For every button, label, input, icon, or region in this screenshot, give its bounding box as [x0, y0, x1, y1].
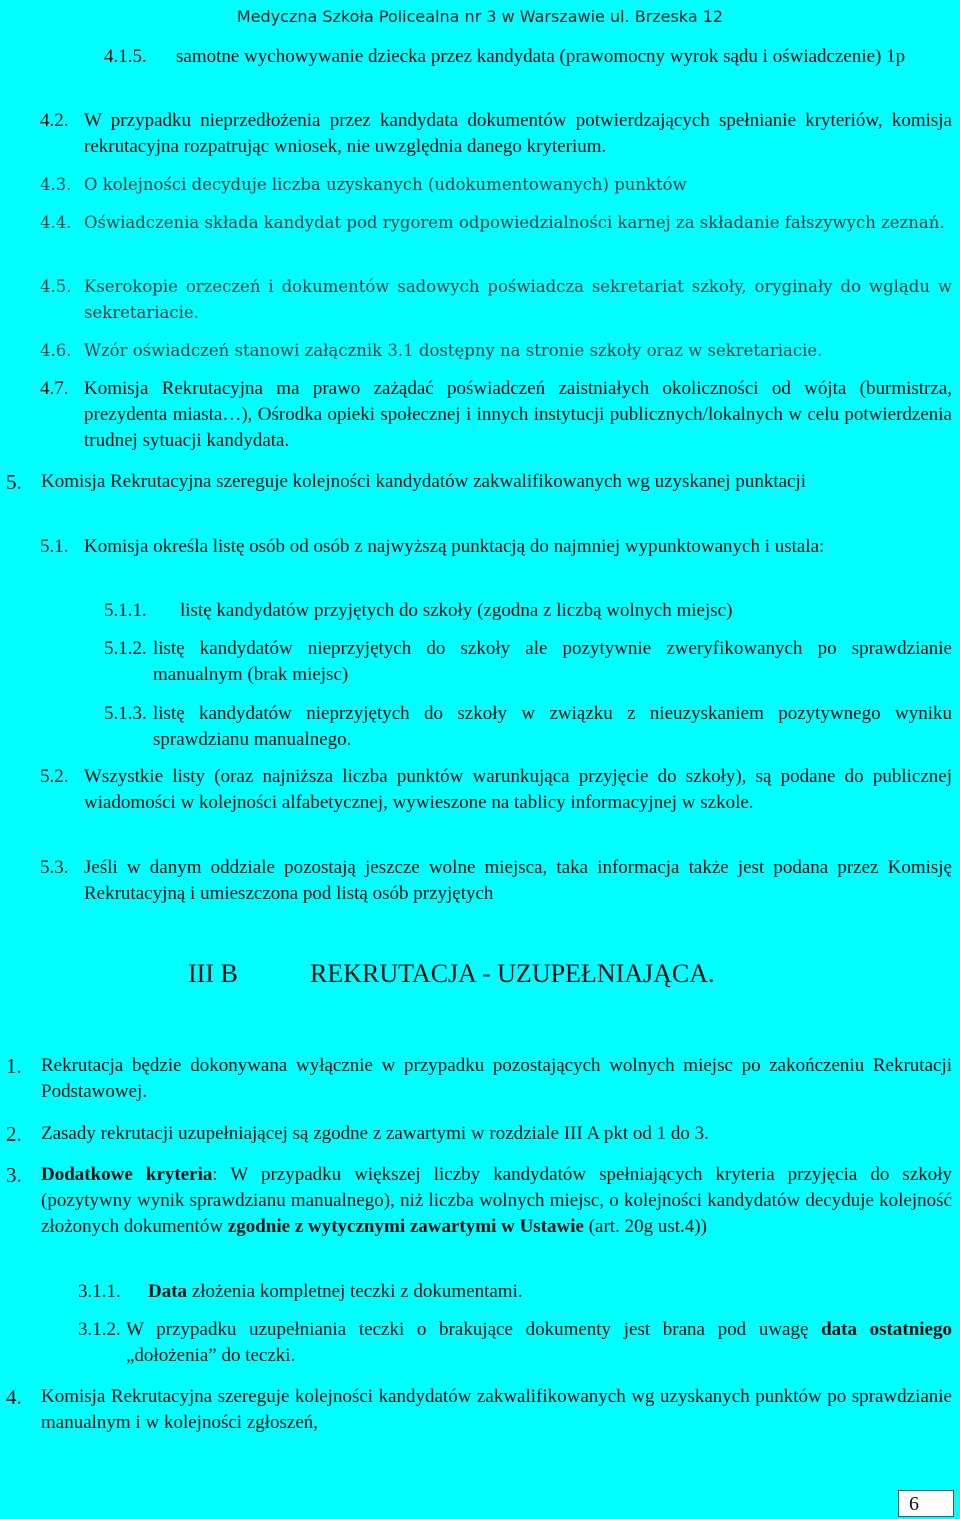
item-text: Komisja określa listę osób od osób z najwyższą punktacją do najmniej wypunktowanych i ustala:	[84, 536, 825, 557]
item-text: Kserokopie orzeczeń i dokumentów sadowych poświadcza sekretariat szkoły, oryginały do wglądu w sekretariacie.	[84, 277, 952, 322]
item-5-1-2	[104, 636, 952, 688]
item-text: Komisja Rekrutacyjna szereguje kolejności kandydatów zakwalifikowanych wg uzyskanych punktów po sprawdzianie manualnym i w kolejności zgłoszeń,	[41, 1386, 952, 1433]
item-number: 4.2.	[40, 110, 69, 131]
item-number: 1.	[6, 1054, 22, 1078]
item-4-2	[40, 108, 952, 160]
text-run: złożenia kompletnej teczki z dokumentami.	[187, 1281, 523, 1302]
item-4-4	[40, 210, 952, 236]
text-run: „dołożenia” do teczki.	[126, 1345, 296, 1366]
item-number: 3.	[6, 1163, 22, 1187]
bold-phrase: data ostatniego	[821, 1319, 952, 1340]
item-number: 4.7.	[40, 378, 69, 399]
item-text: W przypadku nieprzedłożenia przez kandydata dokumentów potwierdzających spełnianie kryteriów, komisja rekrutacyjna rozpatrując wniosek, nie uwzględnia danego kryterium.	[84, 110, 952, 157]
item-b2	[6, 1121, 952, 1147]
item-5-1-1	[104, 598, 952, 624]
bold-phrase: Dodatkowe kryteria	[41, 1164, 213, 1185]
item-number: 2.	[6, 1122, 22, 1146]
item-text: Wzór oświadczeń stanowi załącznik 3.1 dostępny na stronie szkoły oraz w sekretariacie.	[84, 341, 823, 360]
bold-phrase: zgodnie z wytycznymi zawartymi w Ustawie	[227, 1216, 584, 1237]
item-text: Rekrutacja będzie dokonywana wyłącznie w przypadku pozostających wolnych miejsc po zakończeniu Rekrutacji Podstawowej.	[41, 1055, 952, 1102]
item-text: samotne wychowywanie dziecka przez kandydata (prawomocny wyrok sądu i oświadczenie) 1p	[176, 46, 906, 67]
item-number: 4.4.	[40, 213, 72, 232]
section-label: III B	[188, 959, 238, 988]
item-text: Jeśli w danym oddziale pozostają jeszcze wolne miejsca, taka informacja także jest podana przez Komisję Rekrutacyjną i umieszczona pod listą osób przyjętych	[84, 857, 952, 904]
page-number: 6	[898, 1490, 954, 1517]
bold-phrase: Data	[148, 1281, 188, 1302]
item-4-6	[40, 338, 952, 364]
item-text: O kolejności decyduje liczba uzyskanych (udokumentowanych) punktów	[84, 175, 687, 194]
item-number: 4.3.	[40, 175, 72, 194]
text-run: (art. 20g ust.4))	[583, 1216, 707, 1237]
item-b1	[6, 1053, 952, 1105]
text-run: W przypadku uzupełniania teczki o brakujące dokumenty jest brana pod uwagę	[126, 1319, 822, 1340]
item-5-1-3	[104, 701, 952, 753]
item-text	[41, 1162, 952, 1240]
item-number: 5.2.	[40, 766, 69, 787]
item-number: 4.	[6, 1385, 22, 1409]
section-heading	[188, 958, 715, 990]
item-text: Komisja Rekrutacyjna ma prawo zażądać poświadczeń zaistniałych okoliczności od wójta (burmistrza, prezydenta miasta…), Ośrodka opieki społecznej i innych instytucji publicznych/lokalnych w celu potwierdzenia trudnej sytuacji kandydata.	[84, 378, 952, 451]
section-title: REKRUTACJA - UZUPEŁNIAJĄCA.	[310, 959, 715, 988]
text-run: : W przypadku większej liczby kandydatów spełniających kryteria przyjęcia do szkoły (pozytywny wynik sprawdzianu manualnego), niż liczba wolnych miejsc, o kolejności kandydatów decyduje kolejność złożonych dokumentów	[41, 1164, 952, 1237]
item-b4	[6, 1384, 952, 1436]
item-text: Komisja Rekrutacyjna szereguje kolejności kandydatów zakwalifikowanych wg uzyskanej punktacji	[41, 471, 807, 492]
item-4-1-5	[104, 44, 952, 70]
item-5-3	[40, 855, 952, 907]
item-number: 5.1.1.	[104, 600, 147, 621]
item-number: 3.1.1.	[78, 1281, 121, 1302]
page-header: Medyczna Szkoła Policealna nr 3 w Warszawie ul. Brzeska 12	[236, 7, 724, 26]
item-text: listę kandydatów nieprzyjętych do szkoły w związku z nieuzyskaniem pozytywnego wyniku sprawdzianu manualnego.	[153, 703, 952, 750]
item-b3	[6, 1162, 952, 1240]
item-text: Wszystkie listy (oraz najniższa liczba punktów warunkująca przyjęcie do szkoły), są podane do publicznej wiadomości w kolejności alfabetycznej, wywieszone na tablicy informacyjnej w szkole.	[84, 766, 952, 813]
item-5-2	[40, 764, 952, 816]
item-number: 4.1.5.	[104, 46, 147, 67]
item-text: Zasady rekrutacji uzupełniającej są zgodne z zawartymi w rozdziale III A pkt od 1 do 3.	[41, 1123, 709, 1144]
item-4-3	[40, 172, 952, 198]
item-number: 5.1.3.	[104, 703, 147, 724]
item-text	[148, 1279, 952, 1305]
item-number: 5.1.	[40, 536, 69, 557]
item-text	[126, 1317, 952, 1369]
item-b3-1-1	[78, 1279, 952, 1305]
item-text: listę kandydatów nieprzyjętych do szkoły ale pozytywnie zweryfikowanych po sprawdzianie manualnym (brak miejsc)	[153, 638, 952, 685]
item-text: listę kandydatów przyjętych do szkoły (zgodna z liczbą wolnych miejsc)	[180, 600, 733, 621]
item-number: 3.1.2.	[78, 1319, 121, 1340]
item-4-7	[40, 376, 952, 454]
item-5-1	[40, 534, 952, 560]
item-number: 5.1.2.	[104, 638, 147, 659]
item-text: Oświadczenia składa kandydat pod rygorem odpowiedzialności karnej za składanie fałszywych zeznań.	[84, 213, 945, 232]
item-5	[6, 469, 952, 495]
item-number: 5.3.	[40, 857, 69, 878]
item-number: 5.	[6, 470, 22, 494]
item-number: 4.5.	[40, 277, 72, 296]
item-4-5	[40, 274, 952, 326]
item-number: 4.6.	[40, 341, 72, 360]
item-b3-1-2	[78, 1317, 952, 1369]
